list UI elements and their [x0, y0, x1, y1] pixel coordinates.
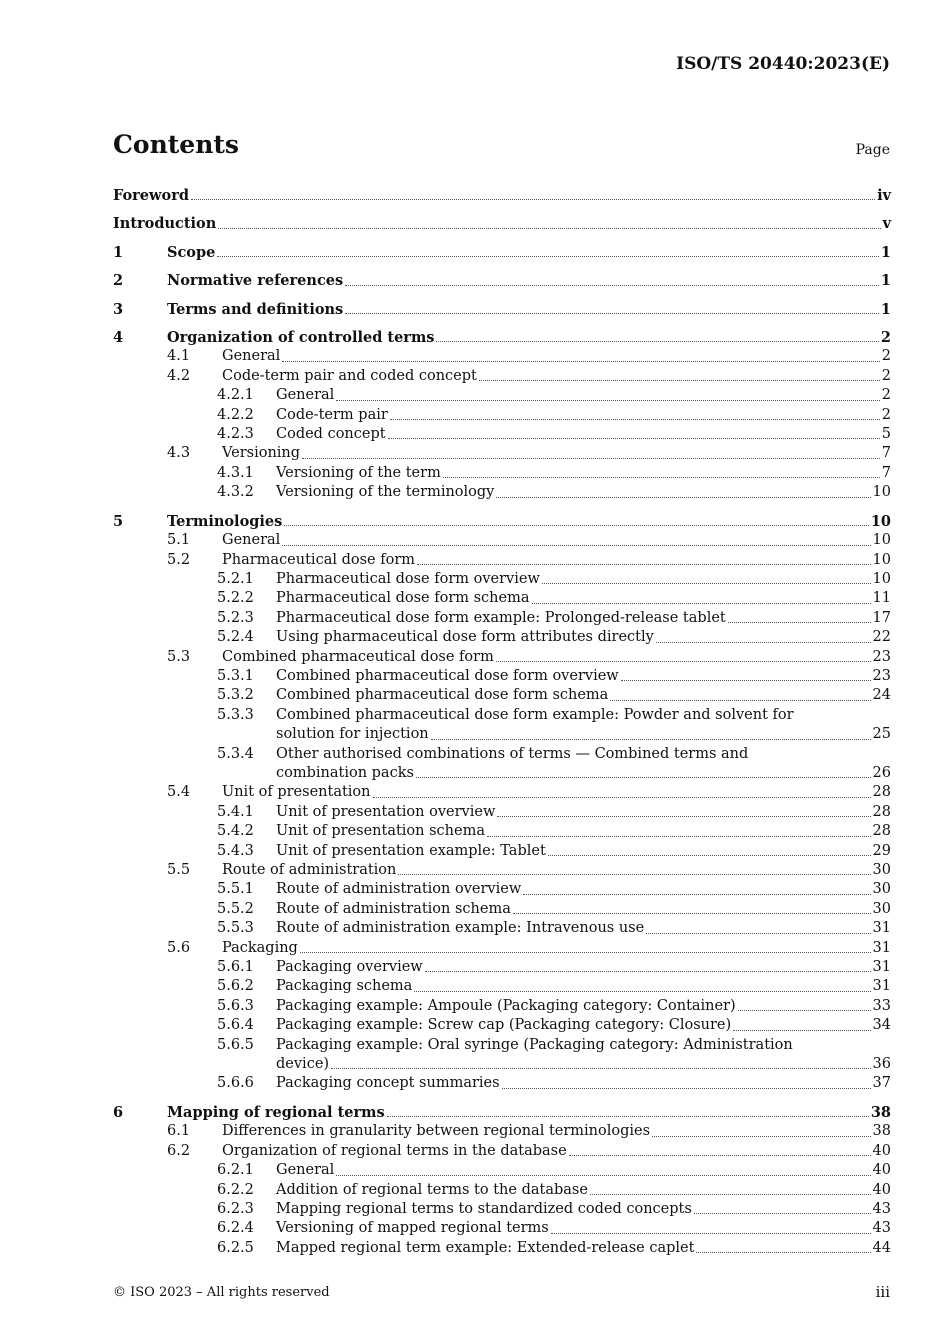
toc-entry[interactable]: [113, 214, 891, 233]
dot-leader: [302, 458, 880, 459]
toc-entry-page: 17: [872, 609, 891, 626]
toc-entry-page: 38: [870, 1103, 891, 1121]
toc-entry-title: Versioning of mapped regional terms: [276, 1220, 549, 1237]
toc-entry-page: 44: [872, 1239, 891, 1256]
toc-entry[interactable]: [113, 861, 891, 880]
toc-entry-title: Unit of presentation overview: [276, 803, 496, 820]
toc-entry-title: Terminologies: [167, 512, 283, 530]
toc-entry-number: 5.6.2: [217, 978, 254, 995]
toc-entry[interactable]: [113, 628, 891, 647]
toc-entry-number: 5.4.3: [217, 842, 254, 859]
dot-leader: [502, 1088, 871, 1089]
dot-leader: [425, 971, 871, 972]
dot-leader: [345, 285, 879, 286]
toc-entry-page: iv: [877, 187, 891, 204]
toc-entry[interactable]: [113, 842, 891, 861]
dot-leader: [738, 1010, 871, 1011]
toc-entry-number: 1: [113, 243, 124, 261]
toc-entry-number: 6.2.3: [217, 1200, 254, 1217]
toc-entry-page: 37: [872, 1075, 891, 1092]
toc-entry-title: Route of administration schema: [276, 900, 511, 917]
toc-entry-title: Combined pharmaceutical dose form: [222, 648, 494, 665]
toc-entry-number: 5.4.1: [217, 803, 254, 820]
toc-entry-page: 1: [880, 300, 891, 318]
toc-entry-number: 5.3.4: [217, 745, 254, 762]
toc-entry-number: 5.6: [167, 939, 191, 956]
toc-entry[interactable]: [113, 1016, 891, 1035]
toc-entry-number: 5.4: [167, 784, 191, 801]
toc-entry-page: 10: [872, 551, 891, 568]
page-column-label: Page: [855, 142, 890, 158]
toc-entry-number: 5.5: [167, 862, 191, 878]
toc-entry-page: 2: [880, 329, 891, 347]
toc-entry-number: 4.3.1: [217, 464, 254, 481]
dot-leader: [390, 419, 880, 420]
toc-entry-title: Combined pharmaceutical dose form overview: [276, 667, 619, 684]
toc-entry[interactable]: [113, 1103, 891, 1122]
toc-entry-title: General: [276, 387, 335, 404]
toc-entry-number: 6.2.4: [217, 1220, 254, 1237]
toc-entry-title: Terms and definitions: [167, 300, 344, 318]
page-number: iii: [875, 1283, 890, 1301]
toc-entry-page: 23: [872, 648, 891, 665]
toc-entry-page: 25: [872, 726, 891, 743]
toc-entry-number: 6.2: [167, 1142, 191, 1159]
dot-leader: [282, 361, 879, 362]
toc-entry-page: 36: [872, 1056, 891, 1073]
toc-entry[interactable]: [113, 328, 891, 347]
toc-entry-number: 4.1: [167, 348, 191, 365]
toc-entry-page: 40: [872, 1181, 891, 1198]
toc-entry-title-continued: combination packs: [276, 764, 414, 781]
toc-entry-page: 30: [872, 900, 891, 917]
toc-entry-number: 4.3: [167, 445, 191, 462]
contents-heading: Contents: [113, 130, 240, 159]
toc-entry-title: Unit of presentation: [222, 784, 371, 801]
toc-entry-page: 10: [872, 484, 891, 501]
toc-entry-title: Versioning of the term: [276, 464, 441, 481]
toc-entry[interactable]: [113, 919, 891, 938]
toc-entry[interactable]: [113, 531, 891, 550]
toc-entry[interactable]: [113, 570, 891, 589]
toc-entry[interactable]: [113, 609, 891, 628]
toc-entry-page: 1: [880, 243, 891, 261]
toc-entry[interactable]: [113, 900, 891, 919]
toc-entry-number: 4.2.3: [217, 426, 254, 443]
toc-entry-page: 10: [872, 570, 891, 587]
toc-entry-title: Code-term pair: [276, 406, 388, 423]
toc-entry-number: 2: [113, 272, 124, 290]
toc-entry[interactable]: [113, 551, 891, 570]
toc-entry-number: 5.3.3: [217, 706, 254, 723]
toc-entry-title: Mapping regional terms to standardized coded concepts: [276, 1200, 692, 1217]
toc-entry-number: 6.2.1: [217, 1162, 254, 1179]
toc-entry[interactable]: [113, 977, 891, 996]
toc-entry[interactable]: [113, 444, 891, 463]
toc-entry-number: 5.2.3: [217, 609, 254, 626]
dot-leader: [569, 1155, 871, 1156]
toc-entry-number: 6.2.2: [217, 1181, 254, 1198]
toc-entry-page: 34: [872, 1017, 891, 1034]
toc-entry-title: Route of administration: [222, 862, 397, 878]
toc-entry-title: Packaging example: Screw cap (Packaging category: Closure): [276, 1017, 732, 1034]
toc-entry-title: Packaging: [222, 939, 298, 956]
toc-entry-page: 31: [872, 939, 891, 956]
toc-entry-page: 28: [872, 823, 891, 840]
toc-entry[interactable]: [113, 1122, 891, 1141]
toc-entry-number: 5.5.1: [217, 881, 254, 898]
toc-entry-number: 4: [113, 329, 124, 347]
toc-entry-number: 5.2.2: [217, 590, 254, 607]
toc-entry-title: Pharmaceutical dose form: [222, 551, 416, 568]
toc-entry[interactable]: [113, 958, 891, 977]
toc-entry-page: v: [882, 215, 891, 233]
toc-entry-page: 29: [872, 842, 891, 859]
toc-entry-title: Pharmaceutical dose form example: Prolonged-release tablet: [276, 609, 726, 626]
toc-entry-title: Combined pharmaceutical dose form schema: [276, 687, 609, 704]
toc-entry-page: 2: [881, 387, 891, 404]
toc-entry[interactable]: [113, 1161, 891, 1180]
toc-entry-page: 28: [872, 784, 891, 801]
toc-entry[interactable]: [113, 1074, 891, 1093]
copyright-notice: © ISO 2023 – All rights reserved: [113, 1285, 330, 1300]
toc-entry-page: 43: [872, 1220, 891, 1237]
toc-entry-page: 43: [872, 1200, 891, 1217]
dot-leader: [694, 1213, 871, 1214]
toc-entry-title: Coded concept: [276, 426, 386, 443]
dot-leader: [282, 545, 870, 546]
toc-entry-page: 26: [872, 764, 891, 781]
dot-leader: [496, 497, 870, 498]
toc-entry-title: Packaging example: Oral syringe (Packaging category: Administration: [276, 1036, 793, 1053]
toc-entry[interactable]: [113, 706, 891, 745]
dot-leader: [621, 680, 871, 681]
dot-leader: [417, 564, 871, 565]
toc-entry-number: 6: [113, 1103, 124, 1121]
toc-entry-page: 28: [872, 803, 891, 820]
document-id: ISO/TS 20440:2023(E): [676, 54, 890, 74]
toc-entry-number: 5.3.1: [217, 667, 254, 684]
dot-leader: [416, 777, 871, 778]
dot-leader: [479, 380, 880, 381]
toc-entry-number: 6.2.5: [217, 1239, 254, 1256]
toc-entry-page: 10: [872, 532, 891, 549]
toc-entry[interactable]: [113, 1036, 891, 1075]
dot-leader: [331, 1068, 870, 1069]
toc-entry-number: 5.4.2: [217, 823, 254, 840]
toc-entry-page: 2: [881, 367, 891, 384]
toc-entry-page: 5: [881, 426, 891, 443]
toc-entry-page: 31: [872, 959, 891, 976]
toc-entry-page: 7: [881, 445, 891, 462]
dot-leader: [652, 1136, 870, 1137]
dot-leader: [336, 400, 879, 401]
dot-leader: [217, 256, 879, 257]
toc-entry-page: 31: [872, 920, 891, 937]
dot-leader: [532, 603, 871, 604]
toc-entry-title-continued: device): [276, 1056, 330, 1073]
dot-leader: [542, 583, 871, 584]
toc-entry-number: 5.2.1: [217, 570, 254, 587]
toc-entry-number: 4.3.2: [217, 484, 254, 501]
dot-leader: [284, 525, 869, 526]
toc-entry-number: 4.2.1: [217, 387, 254, 404]
dot-leader: [656, 642, 871, 643]
toc-entry-title: General: [222, 532, 281, 549]
toc-entry[interactable]: [113, 1142, 891, 1161]
toc-entry-title: Mapped regional term example: Extended-release caplet: [276, 1239, 695, 1256]
toc-entry[interactable]: [113, 367, 891, 386]
dot-leader: [551, 1233, 871, 1234]
toc-entry-number: 5.2: [167, 551, 191, 568]
toc-entry-title: Normative references: [167, 272, 344, 290]
toc-entry-page: 7: [881, 464, 891, 481]
toc-entry-number: 5.5.2: [217, 900, 254, 917]
dot-leader: [487, 836, 871, 837]
dot-leader: [590, 1194, 871, 1195]
toc-entry-page: 31: [872, 978, 891, 995]
toc-entry-title: Versioning: [222, 445, 301, 462]
toc-entry-page: 10: [870, 512, 891, 530]
toc-entry-page: 38: [872, 1123, 891, 1140]
toc-entry-page: 40: [872, 1162, 891, 1179]
toc-entry-title: Versioning of the terminology: [276, 484, 495, 501]
toc-entry-title: Code-term pair and coded concept: [222, 367, 477, 384]
toc-entry-number: 5.6.6: [217, 1075, 254, 1092]
toc-entry[interactable]: [113, 783, 891, 802]
toc-entry[interactable]: [113, 1181, 891, 1200]
toc-entry-title: Unit of presentation example: Tablet: [276, 842, 546, 859]
toc-entry-title: Differences in granularity between regional terminologies: [222, 1123, 651, 1140]
toc-entry-number: 5.6.5: [217, 1036, 254, 1053]
toc-entry[interactable]: [113, 997, 891, 1016]
dot-leader: [436, 341, 878, 342]
dot-leader: [496, 661, 871, 662]
dot-leader: [548, 855, 871, 856]
dot-leader: [218, 228, 880, 229]
toc-entry-title: Other authorised combinations of terms — Combined terms and: [276, 745, 749, 762]
toc-entry-title: Introduction: [113, 215, 217, 233]
toc-entry[interactable]: [113, 686, 891, 705]
toc-entry-number: 4.2: [167, 367, 191, 384]
toc-entry-page: 30: [872, 881, 891, 898]
toc-entry-title-continued: solution for injection: [276, 726, 429, 743]
toc-entry[interactable]: [113, 939, 891, 958]
toc-entry-number: 3: [113, 300, 124, 318]
dot-leader: [373, 797, 871, 798]
dot-leader: [696, 1252, 870, 1253]
toc-entry[interactable]: [113, 386, 891, 405]
toc-entry[interactable]: [113, 1239, 891, 1258]
toc-entry-page: 23: [872, 667, 891, 684]
toc-entry-title: Packaging overview: [276, 959, 423, 976]
toc-entry-number: 5.2.4: [217, 629, 254, 646]
toc-entry-page: 1: [880, 272, 891, 290]
toc-entry[interactable]: [113, 667, 891, 686]
toc-entry-title: Organization of regional terms in the database: [222, 1142, 567, 1159]
toc-entry-page: 2: [881, 348, 891, 365]
toc-entry-title: Using pharmaceutical dose form attributes directly: [276, 629, 654, 646]
toc-entry-title: Route of administration overview: [276, 881, 522, 898]
toc-entry[interactable]: [113, 347, 891, 366]
toc-entry[interactable]: [113, 1200, 891, 1219]
toc-entry-number: 5.6.1: [217, 959, 254, 976]
toc-entry-number: 5.3: [167, 648, 191, 665]
dot-leader: [523, 894, 870, 895]
toc-entry[interactable]: [113, 880, 891, 899]
toc-entry-page: 22: [872, 629, 891, 646]
toc-entry-title: Combined pharmaceutical dose form example: Powder and solvent for: [276, 706, 794, 723]
toc-entry[interactable]: [113, 243, 891, 262]
toc-entry-title: General: [276, 1162, 335, 1179]
toc-entry-title: Pharmaceutical dose form schema: [276, 590, 530, 607]
dot-leader: [497, 816, 870, 817]
dot-leader: [345, 313, 879, 314]
toc-entry[interactable]: [113, 803, 891, 822]
toc-entry[interactable]: [113, 271, 891, 290]
toc-entry-number: 5.6.4: [217, 1017, 254, 1034]
toc-entry-page: 30: [872, 862, 891, 878]
toc-entry-number: 6.1: [167, 1123, 191, 1140]
toc-entry-title: Packaging schema: [276, 978, 413, 995]
toc-entry-number: 5.6.3: [217, 997, 254, 1014]
toc-entry[interactable]: [113, 1219, 891, 1238]
dot-leader: [646, 933, 870, 934]
toc-entry-number: 5: [113, 512, 124, 530]
toc-entry-page: 33: [872, 997, 891, 1014]
toc-entry-title: Addition of regional terms to the database: [276, 1181, 588, 1198]
toc-entry-page: 2: [881, 406, 891, 423]
toc-entry-title: Route of administration example: Intravenous use: [276, 920, 645, 937]
dot-leader: [443, 477, 880, 478]
dot-leader: [387, 1116, 869, 1117]
table-of-contents: [113, 186, 891, 1258]
dot-leader: [398, 874, 870, 875]
toc-entry-title: General: [222, 348, 281, 365]
toc-entry-number: 5.5.3: [217, 920, 254, 937]
toc-entry-title: Packaging concept summaries: [276, 1075, 500, 1092]
toc-entry-number: 5.1: [167, 532, 191, 549]
toc-entry[interactable]: [113, 745, 891, 784]
dot-leader: [733, 1030, 870, 1031]
toc-entry-number: 5.3.2: [217, 687, 254, 704]
dot-leader: [728, 622, 871, 623]
dot-leader: [431, 739, 871, 740]
toc-entry-title: Organization of controlled terms: [167, 329, 435, 347]
toc-entry[interactable]: [113, 300, 891, 319]
toc-entry[interactable]: [113, 822, 891, 841]
toc-entry-title: Pharmaceutical dose form overview: [276, 570, 540, 587]
dot-leader: [336, 1175, 870, 1176]
toc-entry-title: Packaging example: Ampoule (Packaging category: Container): [276, 997, 736, 1014]
toc-entry-page: 24: [872, 687, 891, 704]
toc-entry[interactable]: [113, 464, 891, 483]
dot-leader: [388, 438, 880, 439]
toc-entry[interactable]: [113, 186, 891, 205]
toc-entry-page: 40: [872, 1142, 891, 1159]
toc-entry[interactable]: [113, 425, 891, 444]
toc-entry-number: 4.2.2: [217, 406, 254, 423]
dot-leader: [513, 913, 871, 914]
toc-entry[interactable]: [113, 648, 891, 667]
dot-leader: [300, 952, 871, 953]
toc-entry[interactable]: [113, 512, 891, 531]
dot-leader: [191, 199, 875, 200]
dot-leader: [610, 700, 870, 701]
dot-leader: [414, 991, 870, 992]
toc-entry[interactable]: [113, 589, 891, 608]
toc-entry[interactable]: [113, 483, 891, 502]
toc-entry[interactable]: [113, 406, 891, 425]
toc-entry-title: Mapping of regional terms: [167, 1103, 385, 1121]
toc-entry-title: Unit of presentation schema: [276, 823, 485, 840]
toc-entry-title: Foreword: [113, 187, 189, 204]
toc-entry-page: 11: [872, 590, 891, 607]
toc-entry-title: Scope: [167, 243, 216, 261]
